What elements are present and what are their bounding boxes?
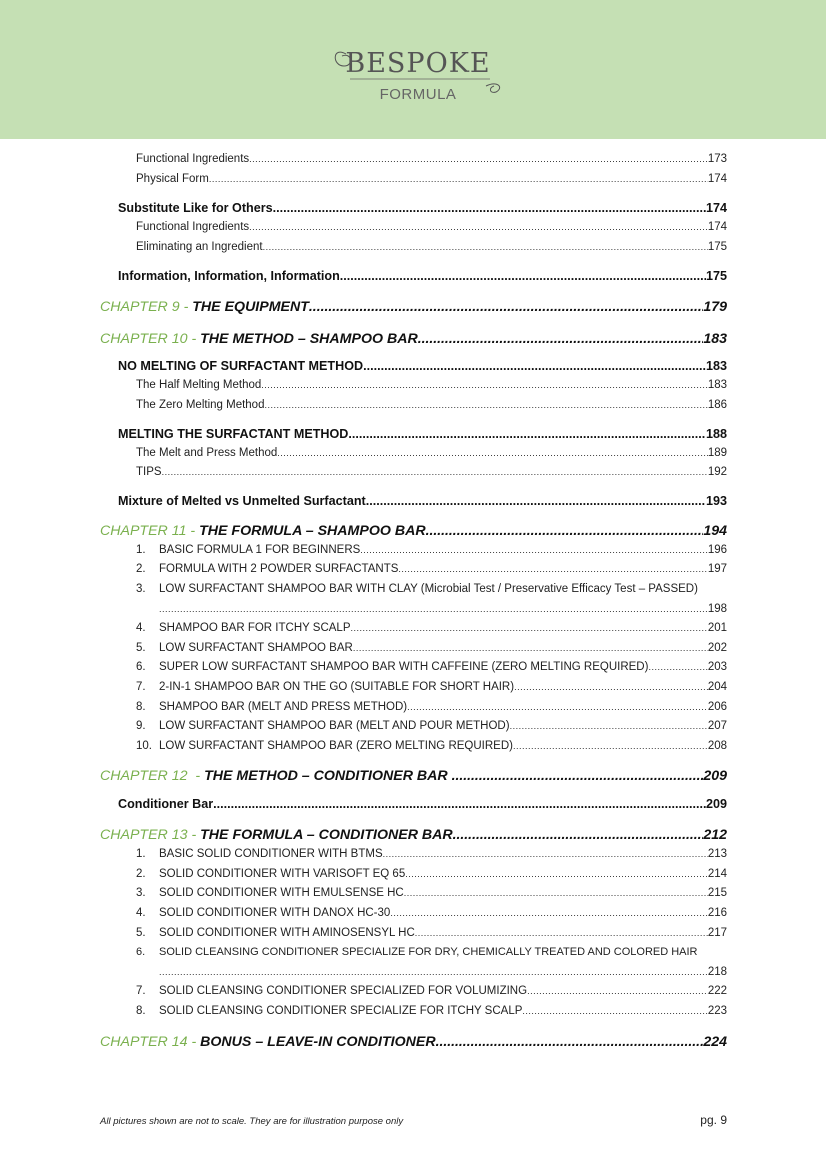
toc-list-item-page: 201 xyxy=(707,622,727,635)
toc-section[interactable] xyxy=(118,356,727,376)
toc-list-item-page: 217 xyxy=(707,926,727,939)
toc-list-item[interactable]: 9. LOW SURFACTANT SHAMPOO BAR (MELT AND POUR METHOD) ..... 207 xyxy=(136,717,727,737)
chapter-title: THE METHOD – SHAMPOO BAR xyxy=(200,331,418,348)
toc-list-item-page: 215 xyxy=(707,887,727,900)
chapter-page: 183 xyxy=(703,331,727,348)
toc-entry[interactable] xyxy=(136,150,727,170)
toc-entry-label: Functional Ingredients xyxy=(136,221,250,234)
toc-list-item-page: 197 xyxy=(707,563,727,576)
toc-entry[interactable] xyxy=(136,218,727,238)
toc-section[interactable] xyxy=(118,794,727,814)
toc-entry[interactable] xyxy=(136,396,727,416)
toc-entry-page: 174 xyxy=(707,221,727,234)
toc-list-item-label: LOW SURFACTANT SHAMPOO BAR xyxy=(159,641,353,654)
toc-section[interactable] xyxy=(118,424,727,444)
toc-section-page: 174 xyxy=(705,201,727,216)
chapter-number: CHAPTER 14 - xyxy=(100,1033,197,1050)
toc-list-item[interactable]: 2. SOLID CONDITIONER WITH VARISOFT EQ 65 ..... 214 xyxy=(136,865,727,885)
toc-list-item-label: SOLID CONDITIONER WITH EMULSENSE HC xyxy=(159,887,404,900)
toc-chapter[interactable] xyxy=(100,295,727,317)
toc-list-item-label: SOLID CONDITIONER WITH VARISOFT EQ 65 xyxy=(159,867,406,880)
toc-list-item[interactable]: 8. SOLID CLEANSING CONDITIONER SPECIALIZE FOR ITCHY SCALP ..... 223 xyxy=(136,1002,727,1022)
toc-section-label: Mixture of Melted vs Unmelted Surfactant xyxy=(118,493,366,508)
toc-entry-page: 175 xyxy=(707,240,727,253)
toc-list-item-label: SOLID CLEANSING CONDITIONER SPECIALIZE FOR DRY, CHEMICALLY TREATED AND COLORED HAIR xyxy=(159,946,698,959)
toc-list-item-page: 213 xyxy=(707,848,727,861)
chapter-number: CHAPTER 11 - xyxy=(100,522,196,539)
toc-entry[interactable] xyxy=(136,376,727,396)
chapter-number: CHAPTER 9 - xyxy=(100,299,189,316)
toc-section-page: 209 xyxy=(705,797,727,812)
page-header xyxy=(0,0,826,139)
toc-list-item-page: 223 xyxy=(707,1005,727,1018)
chapter-number: CHAPTER 12 - xyxy=(100,768,201,785)
toc-list-item[interactable]: 5. SOLID CONDITIONER WITH AMINOSENSYL HC ..... 217 xyxy=(136,924,727,944)
toc-entry[interactable] xyxy=(136,170,727,190)
toc-list-item-page: 196 xyxy=(707,543,727,556)
toc-list-item-label: LOW SURFACTANT SHAMPOO BAR (MELT AND POUR METHOD) xyxy=(159,720,510,733)
toc-list-item-label: SOLID CLEANSING CONDITIONER SPECIALIZED FOR VOLUMIZING xyxy=(159,985,528,998)
toc-entry[interactable] xyxy=(136,444,727,464)
toc-list-item[interactable]: 1. BASIC SOLID CONDITIONER WITH BTMS ..... 213 xyxy=(136,845,727,865)
chapter-number: CHAPTER 13 - xyxy=(100,827,197,844)
chapter-title: BONUS – LEAVE-IN CONDITIONER xyxy=(200,1033,436,1050)
toc-list-item-label: LOW SURFACTANT SHAMPOO BAR (ZERO MELTING REQUIRED) xyxy=(159,739,513,752)
table-of-contents xyxy=(100,150,727,1052)
toc-list-item-page: 216 xyxy=(707,907,727,920)
toc-section-label: Substitute Like for Others xyxy=(118,201,273,216)
toc-list-item-page: 206 xyxy=(707,700,727,713)
toc-list-item[interactable]: 7. SOLID CLEANSING CONDITIONER SPECIALIZED FOR VOLUMIZING ..... 222 xyxy=(136,982,727,1002)
toc-entry-page: 173 xyxy=(707,153,727,165)
toc-list-item[interactable]: 6. SOLID CLEANSING CONDITIONER SPECIALIZE FOR DRY, CHEMICALLY TREATED AND COLORED HAIR xyxy=(136,946,698,959)
toc-list-item[interactable]: 5. LOW SURFACTANT SHAMPOO BAR ..... 202 xyxy=(136,639,727,659)
toc-list-item-label: FORMULA WITH 2 POWDER SURFACTANTS xyxy=(159,563,399,576)
toc-chapter[interactable] xyxy=(100,519,727,541)
toc-list-item[interactable]: 7. 2-IN-1 SHAMPOO BAR ON THE GO (SUITABLE FOR SHORT HAIR) ..... 204 xyxy=(136,678,727,698)
toc-entry-page: 189 xyxy=(707,446,727,459)
toc-list-item-label: BASIC SOLID CONDITIONER WITH BTMS xyxy=(159,848,383,861)
toc-list-item-page: 218 xyxy=(707,965,727,978)
toc-list-item-label: SOLID CLEANSING CONDITIONER SPECIALIZE FOR ITCHY SCALP xyxy=(159,1005,523,1018)
toc-entry-label: The Zero Melting Method xyxy=(136,398,265,411)
chapter-page: 212 xyxy=(703,827,727,844)
toc-list-item[interactable]: 1. BASIC FORMULA 1 FOR BEGINNERS ..... 196 xyxy=(136,541,727,561)
toc-entry-label: Eliminating an Ingredient xyxy=(136,240,263,253)
toc-section-label: Information, Information, Information xyxy=(118,269,340,284)
toc-list-item-label: LOW SURFACTANT SHAMPOO BAR WITH CLAY (Microbial Test / Preservative Efficacy Test – PASSED) xyxy=(159,582,698,595)
toc-entry[interactable] xyxy=(136,463,727,483)
svg-text:FORMULA: FORMULA xyxy=(379,86,457,103)
toc-section-page: 188 xyxy=(705,426,727,441)
toc-list-item-page: 214 xyxy=(707,867,727,880)
chapter-title: THE FORMULA – CONDITIONER BAR xyxy=(200,827,453,844)
chapter-title: THE EQUIPMENT xyxy=(192,299,309,316)
toc-list-item-label: SOLID CONDITIONER WITH DANOX HC-30 xyxy=(159,907,391,920)
toc-list-item-page: 203 xyxy=(707,661,727,674)
toc-list-item[interactable]: 4. SOLID CONDITIONER WITH DANOX HC-30 ..... 216 xyxy=(136,904,727,924)
toc-list-item-label: SHAMPOO BAR (MELT AND PRESS METHOD) xyxy=(159,700,408,713)
toc-chapter[interactable] xyxy=(100,1030,727,1052)
bespoke-formula-logo xyxy=(330,36,506,106)
toc-list-item-page: 207 xyxy=(707,720,727,733)
toc-section-page: 193 xyxy=(705,493,727,508)
toc-section[interactable] xyxy=(118,266,727,286)
toc-entry-page: 192 xyxy=(707,466,727,479)
toc-entry-page: 174 xyxy=(707,172,727,185)
toc-list-item-continuation[interactable] xyxy=(159,963,727,983)
toc-list-item[interactable]: 3. LOW SURFACTANT SHAMPOO BAR WITH CLAY (Microbial Test / Preservative Efficacy Test – PASSED) xyxy=(136,582,698,595)
svg-text:BESPOKE: BESPOKE xyxy=(345,48,491,79)
toc-section-label: MELTING THE SURFACTANT METHOD xyxy=(118,426,349,441)
toc-list-item-label: SOLID CONDITIONER WITH AMINOSENSYL HC xyxy=(159,926,415,939)
toc-section[interactable] xyxy=(118,491,727,511)
chapter-title: THE FORMULA – SHAMPOO BAR xyxy=(199,522,426,539)
chapter-page: 224 xyxy=(703,1033,727,1050)
toc-list-item[interactable]: 2. FORMULA WITH 2 POWDER SURFACTANTS ..... 197 xyxy=(136,560,727,580)
toc-list-item-label: 2-IN-1 SHAMPOO BAR ON THE GO (SUITABLE FOR SHORT HAIR) xyxy=(159,680,515,693)
toc-list-item[interactable]: 4. SHAMPOO BAR FOR ITCHY SCALP ..... 201 xyxy=(136,619,727,639)
toc-entry-label: The Half Melting Method xyxy=(136,379,262,392)
chapter-page: 209 xyxy=(703,768,727,785)
toc-list-item-page: 222 xyxy=(707,985,727,998)
toc-chapter[interactable] xyxy=(100,823,727,845)
toc-entry[interactable] xyxy=(136,238,727,258)
toc-entry-page: 186 xyxy=(707,398,727,411)
toc-section-page: 175 xyxy=(705,269,727,284)
toc-list-item[interactable]: 3. SOLID CONDITIONER WITH EMULSENSE HC ..... 215 xyxy=(136,884,727,904)
toc-entry-label: TIPS xyxy=(136,466,162,479)
toc-section-label: Conditioner Bar xyxy=(118,797,214,812)
toc-list-item-page: 208 xyxy=(707,739,727,752)
toc-chapter[interactable] xyxy=(100,327,727,349)
chapter-number: CHAPTER 10 - xyxy=(100,331,197,348)
toc-list-item-page: 202 xyxy=(707,641,727,654)
footer-note: All pictures shown are not to scale. They are for illustration purpose only xyxy=(100,1116,404,1127)
toc-entry-label: Physical Form xyxy=(136,172,209,185)
toc-list-item-label: BASIC FORMULA 1 FOR BEGINNERS xyxy=(159,543,361,556)
page-number: pg. 9 xyxy=(700,1113,727,1127)
chapter-title: THE METHOD – CONDITIONER BAR xyxy=(204,768,448,785)
toc-chapter[interactable] xyxy=(100,764,727,786)
toc-section-label: NO MELTING OF SURFACTANT METHOD xyxy=(118,359,364,374)
chapter-page: 179 xyxy=(703,299,727,316)
toc-list-item[interactable]: 8. SHAMPOO BAR (MELT AND PRESS METHOD) ..... 206 xyxy=(136,698,727,718)
toc-list-item-page: 204 xyxy=(707,680,727,693)
toc-list-item-page: 198 xyxy=(707,602,727,615)
toc-list-item-label: SHAMPOO BAR FOR ITCHY SCALP xyxy=(159,622,351,635)
toc-list-item[interactable]: 6. SUPER LOW SURFACTANT SHAMPOO BAR WITH CAFFEINE (ZERO MELTING REQUIRED) ..... 203 xyxy=(136,658,727,678)
toc-section-page: 183 xyxy=(705,359,727,374)
toc-list-item-continuation[interactable] xyxy=(159,600,727,620)
toc-list-item[interactable]: 10. LOW SURFACTANT SHAMPOO BAR (ZERO MELTING REQUIRED) ..... 208 xyxy=(136,737,727,757)
toc-entry-label: Functional Ingredients xyxy=(136,153,250,165)
toc-section[interactable] xyxy=(118,198,727,218)
toc-entry-label: The Melt and Press Method xyxy=(136,446,278,459)
chapter-page: 194 xyxy=(703,522,727,539)
toc-entry-page: 183 xyxy=(707,379,727,392)
toc-list-item-label: SUPER LOW SURFACTANT SHAMPOO BAR WITH CAFFEINE (ZERO MELTING REQUIRED) xyxy=(159,661,649,674)
